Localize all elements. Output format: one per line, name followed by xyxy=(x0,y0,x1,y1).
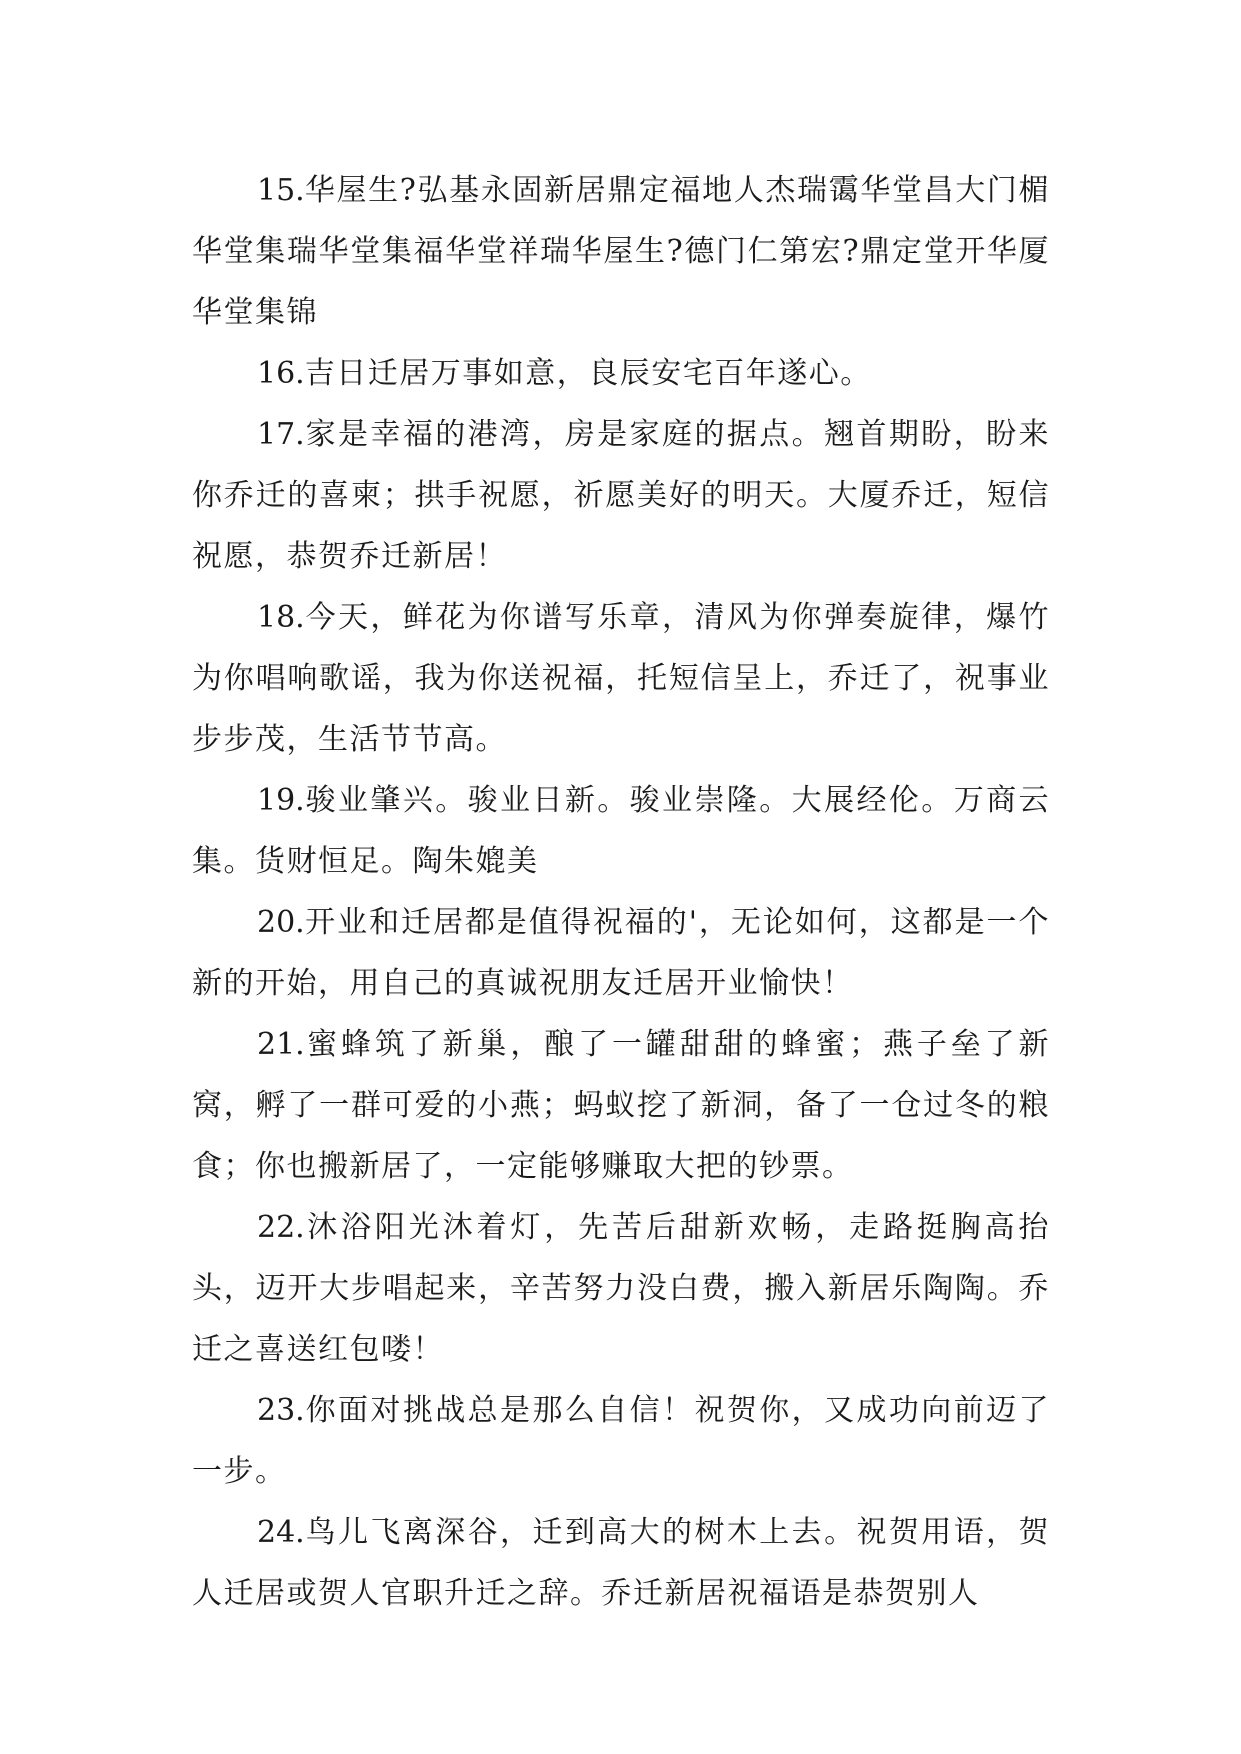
paragraph-number: 23. xyxy=(257,1393,305,1428)
paragraph-text: 沐浴阳光沐着灯，先苦后甜新欢畅，走路挺胸高抬头，迈开大步唱起来，辛苦努力没白费，搬入新居乐陶陶。乔迁之喜送红包喽！ xyxy=(192,1210,1050,1367)
paragraph-24 xyxy=(192,1502,1050,1624)
paragraph-19 xyxy=(192,770,1050,892)
paragraph-number: 17. xyxy=(257,417,305,452)
paragraph-text: 骏业肇兴。骏业日新。骏业崇隆。大展经伦。万商云集。货财恒足。陶朱媲美 xyxy=(192,783,1050,879)
paragraph-number: 22. xyxy=(257,1210,305,1245)
paragraph-15 xyxy=(192,160,1050,343)
paragraph-20 xyxy=(192,892,1050,1014)
paragraph-22 xyxy=(192,1197,1050,1380)
paragraph-number: 20. xyxy=(257,905,305,940)
paragraph-18 xyxy=(192,587,1050,770)
paragraph-23 xyxy=(192,1380,1050,1502)
paragraph-text: 吉日迁居万事如意，良辰安宅百年遂心。 xyxy=(304,356,872,391)
paragraph-text: 鸟儿飞离深谷，迁到高大的树木上去。祝贺用语，贺人迁居或贺人官职升迁之辞。乔迁新居祝福语是恭贺别人 xyxy=(192,1515,1050,1611)
paragraph-text: 家是幸福的港湾，房是家庭的据点。翘首期盼，盼来你乔迁的喜柬；拱手祝愿，祈愿美好的明天。大厦乔迁，短信祝愿，恭贺乔迁新居！ xyxy=(192,417,1050,574)
paragraph-number: 18. xyxy=(257,600,305,635)
paragraph-17 xyxy=(192,404,1050,587)
document-body xyxy=(192,160,1050,1624)
paragraph-number: 24. xyxy=(257,1515,305,1550)
paragraph-number: 16. xyxy=(257,356,305,391)
paragraph-text: 你面对挑战总是那么自信！祝贺你，又成功向前迈了一步。 xyxy=(192,1393,1050,1489)
paragraph-text: 今天，鲜花为你谱写乐章，清风为你弹奏旋律，爆竹为你唱响歌谣，我为你送祝福，托短信呈上，乔迁了，祝事业步步茂，生活节节高。 xyxy=(192,600,1050,757)
paragraph-text: 蜜蜂筑了新巢，酿了一罐甜甜的蜂蜜；燕子垒了新窝，孵了一群可爱的小燕；蚂蚁挖了新洞，备了一仓过冬的粮食；你也搬新居了，一定能够赚取大把的钞票。 xyxy=(192,1027,1050,1184)
paragraph-text: 华屋生?弘基永固新居鼎定福地人杰瑞霭华堂昌大门楣华堂集瑞华堂集福华堂祥瑞华屋生?德门仁第宏?鼎定堂开华厦华堂集锦 xyxy=(192,173,1050,330)
paragraph-16 xyxy=(192,343,1050,404)
paragraph-number: 19. xyxy=(257,783,305,818)
paragraph-number: 15. xyxy=(257,173,305,208)
paragraph-text: 开业和迁居都是值得祝福的'，无论如何，这都是一个新的开始，用自己的真诚祝朋友迁居开业愉快！ xyxy=(192,905,1050,1001)
paragraph-21 xyxy=(192,1014,1050,1197)
paragraph-number: 21. xyxy=(257,1027,305,1062)
